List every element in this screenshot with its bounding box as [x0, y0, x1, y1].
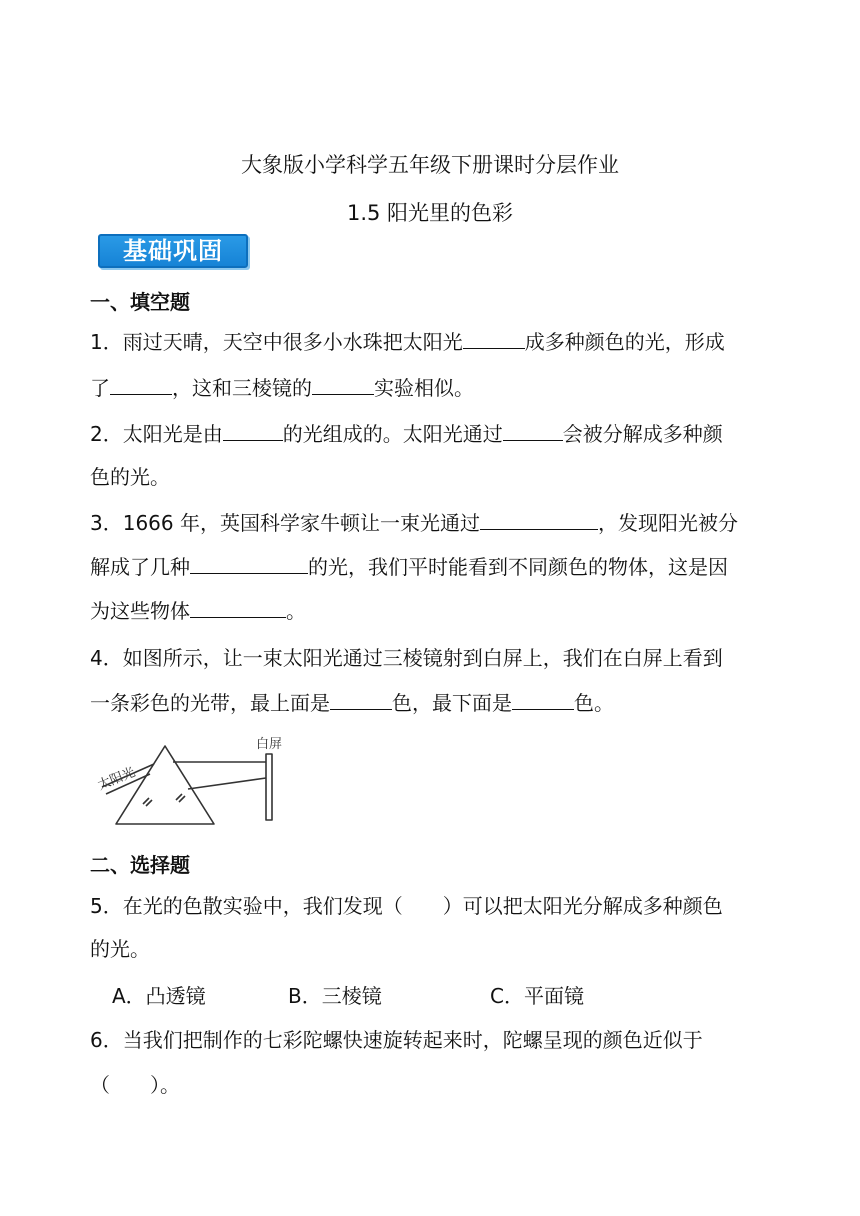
prism-triangle	[116, 746, 214, 824]
q1-text-b: 成多种颜色的光，形成	[524, 330, 725, 354]
option-c[interactable]: C．平面镜	[490, 984, 584, 1008]
q1-blank-2[interactable]	[110, 376, 172, 395]
question-4-line-2	[90, 689, 614, 717]
option-b[interactable]: B．三棱镜	[288, 984, 382, 1008]
q1-text-a: 1．雨过天晴，天空中很多小水珠把太阳光	[90, 330, 463, 354]
page-title: 大象版小学科学五年级下册课时分层作业	[241, 153, 619, 177]
question-5-line-1: 5．在光的色散实验中，我们发现（ ）可以把太阳光分解成多种颜色	[90, 894, 723, 918]
q3-blank-2[interactable]	[190, 555, 308, 574]
q3-text-a: 3．1666 年，英国科学家牛顿让一束光通过	[90, 511, 480, 535]
question-3-line-3	[90, 597, 306, 625]
q2-blank-2[interactable]	[503, 422, 563, 441]
lesson-subtitle: 1.5 阳光里的色彩	[346, 201, 514, 225]
q1-blank-3[interactable]	[312, 376, 374, 395]
q1-text-c: 了	[90, 376, 110, 400]
question-6-line-1: 6．当我们把制作的七彩陀螺快速旋转起来时，陀螺呈现的颜色近似于	[90, 1028, 703, 1052]
q4-blank-1[interactable]	[330, 691, 392, 710]
q4-text-a: 一条彩色的光带，最上面是	[90, 691, 330, 715]
section-badge: 基础巩固	[98, 234, 248, 268]
question-1-line-1	[90, 328, 725, 356]
question-1-line-2	[90, 374, 474, 402]
prism-figure	[88, 732, 298, 832]
q1-blank-1[interactable]	[463, 330, 525, 349]
q2-blank-1[interactable]	[223, 422, 283, 441]
q3-text-f: 。	[286, 599, 306, 623]
white-screen	[266, 754, 272, 820]
screen-label: 白屏	[256, 737, 283, 752]
section-heading-fill: 一、填空题	[90, 290, 190, 314]
q3-text-b: ，发现阳光被分	[597, 511, 738, 535]
option-a[interactable]: A．凸透镜	[112, 984, 206, 1008]
q3-blank-1[interactable]	[480, 511, 598, 530]
q4-blank-2[interactable]	[512, 691, 574, 710]
question-4-line-1: 4．如图所示，让一束太阳光通过三棱镜射到白屏上，我们在白屏上看到	[90, 646, 723, 670]
q3-text-c: 解成了几种	[90, 555, 190, 579]
q1-text-e: 实验相似。	[374, 376, 474, 400]
q1-text-d: ，这和三棱镜的	[172, 376, 312, 400]
q4-text-c: 色。	[574, 691, 614, 715]
question-3-line-1	[90, 509, 738, 537]
q4-text-b: 色，最下面是	[392, 691, 512, 715]
question-2-line-2: 色的光。	[90, 465, 170, 489]
sun-light-label: 太阳光	[95, 764, 138, 794]
q2-text-b: 的光组成的。太阳光通过	[282, 422, 503, 446]
q3-text-d: 的光，我们平时能看到不同颜色的物体，这是因	[308, 555, 728, 579]
question-3-line-2	[90, 553, 728, 581]
question-2-line-1	[90, 420, 723, 448]
section-heading-choice: 二、选择题	[90, 853, 190, 877]
q2-text-c: 会被分解成多种颜	[562, 422, 723, 446]
question-5-line-2: 的光。	[90, 937, 150, 961]
q2-text-a: 2．太阳光是由	[90, 422, 223, 446]
q3-text-e: 为这些物体	[90, 599, 190, 623]
question-6-line-2: （ ）。	[90, 1073, 180, 1097]
spread-ray-bottom	[188, 778, 266, 789]
q3-blank-3[interactable]	[190, 599, 286, 618]
